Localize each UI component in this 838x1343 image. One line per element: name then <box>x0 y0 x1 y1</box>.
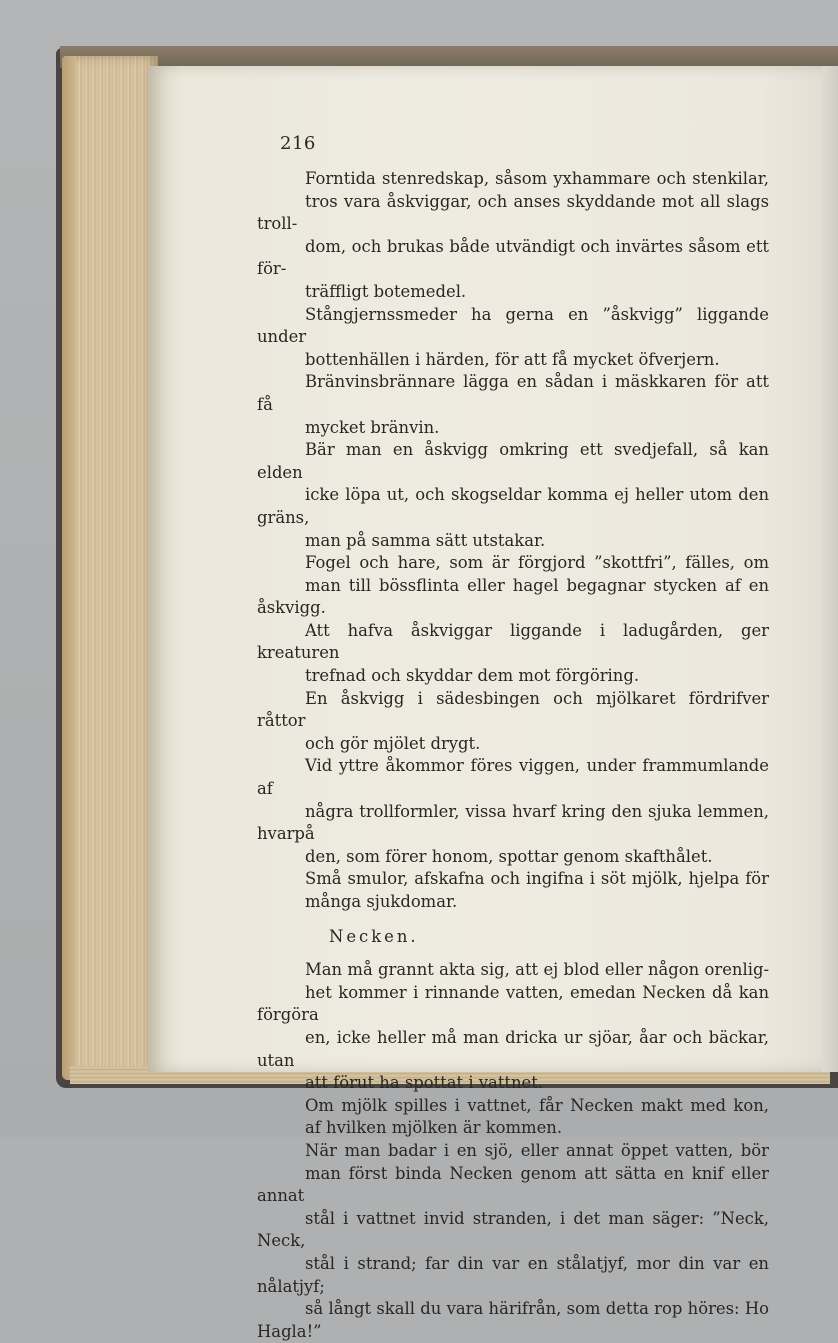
text-line: Små smulor, afskafna och ingifna i söt mjölk, hjelpa för <box>305 869 769 889</box>
text-line: Stångjernssmeder ha gerna en ”åskvigg” liggande under <box>257 304 769 347</box>
paragraph <box>257 688 769 756</box>
facing-page-edge <box>822 66 838 1072</box>
text-line: Man må grannt akta sig, att ej blod eller någon orenlig- <box>305 960 769 980</box>
page-edges-outer <box>62 56 76 1080</box>
text-line: träffligt botemedel. <box>305 281 467 301</box>
text-line: många sjukdomar. <box>305 892 458 911</box>
text-line: och gör mjölet drygt. <box>305 733 481 753</box>
text-line: Bränvinsbrännare lägga en sådan i mäskkaren för att få <box>257 372 769 414</box>
text-line: man till bössflinta eller hagel begagnar stycken af en åskvigg. <box>257 575 769 618</box>
text-line: bottenhällen i härden, för att få mycket öfverjern. <box>305 349 720 369</box>
text-line: en, icke heller må man dricka ur sjöar, åar och bäckar, utan <box>257 1027 769 1070</box>
text-line: så långt skall du vara härifrån, som detta rop höres: Ho Hagla!” <box>257 1299 769 1341</box>
page-number: 216 <box>280 133 316 154</box>
text-line: mycket bränvin. <box>305 417 440 437</box>
paragraph <box>257 1140 769 1343</box>
paragraph <box>257 371 769 439</box>
text-line: När man badar i en sjö, eller annat öppet vatten, bör <box>305 1140 769 1160</box>
text-line: den, som förer honom, spottar genom skafthålet. <box>305 846 713 866</box>
paragraph <box>257 304 769 372</box>
text-line: att förut ha spottat i vattnet. <box>305 1073 544 1093</box>
text-line: några trollformler, vissa hvarf kring den sjuka lemmen, hvarpå <box>257 801 769 844</box>
text-line: trefnad och skyddar dem mot förgöring. <box>305 666 640 686</box>
text-line: Fogel och hare, som är förgjord ”skottfri”, fälles, om <box>305 553 769 573</box>
text-line: stål i strand; far din var en stålatjyf, mor din var en nålatjyf; <box>257 1253 769 1296</box>
section-heading: Necken. <box>329 926 419 946</box>
paragraph <box>257 168 769 304</box>
paragraph <box>257 1095 769 1140</box>
text-line: af hvilken mjölken är kommen. <box>305 1118 563 1138</box>
text-line: icke löpa ut, och skogseldar komma ej heller utom den gräns, <box>257 485 769 527</box>
book-spine-top <box>60 46 838 68</box>
text-line: Om mjölk spilles i vattnet, får Necken makt med kon, <box>305 1095 769 1115</box>
page-edges <box>62 56 158 1080</box>
text-line: tros vara åskviggar, och anses skyddande mot all slags troll- <box>257 191 769 234</box>
text-line: stål i vattnet invid stranden, i det man säger: ”Neck, Neck, <box>257 1208 769 1251</box>
paragraph <box>257 755 769 868</box>
text-line: En åskvigg i sädesbingen och mjölkaret fördrifver råttor <box>257 688 769 731</box>
text-line: man först binda Necken genom att sätta en knif eller annat <box>257 1163 769 1206</box>
paragraph <box>257 868 769 913</box>
text-line: Vid yttre åkommor föres viggen, under frammumlande af <box>257 756 769 799</box>
text-line: het kommer i rinnande vatten, emedan Necken då kan förgöra <box>257 982 769 1025</box>
text-line: man på samma sätt utstakar. <box>305 530 546 550</box>
text-line: dom, och brukas både utvändigt och invärtes såsom ett för- <box>257 236 769 279</box>
paragraph <box>257 439 769 552</box>
paragraph <box>257 552 769 620</box>
text-line: Forntida stenredskap, såsom yxhammare och stenkilar, <box>305 169 769 188</box>
text-line: Att hafva åskviggar liggande i ladugården, ger kreaturen <box>257 620 769 663</box>
text-line: Bär man en åskvigg omkring ett svedjefall, så kan elden <box>257 440 769 482</box>
paragraph <box>257 959 769 1095</box>
page-text <box>257 168 769 1343</box>
paragraph <box>257 620 769 688</box>
